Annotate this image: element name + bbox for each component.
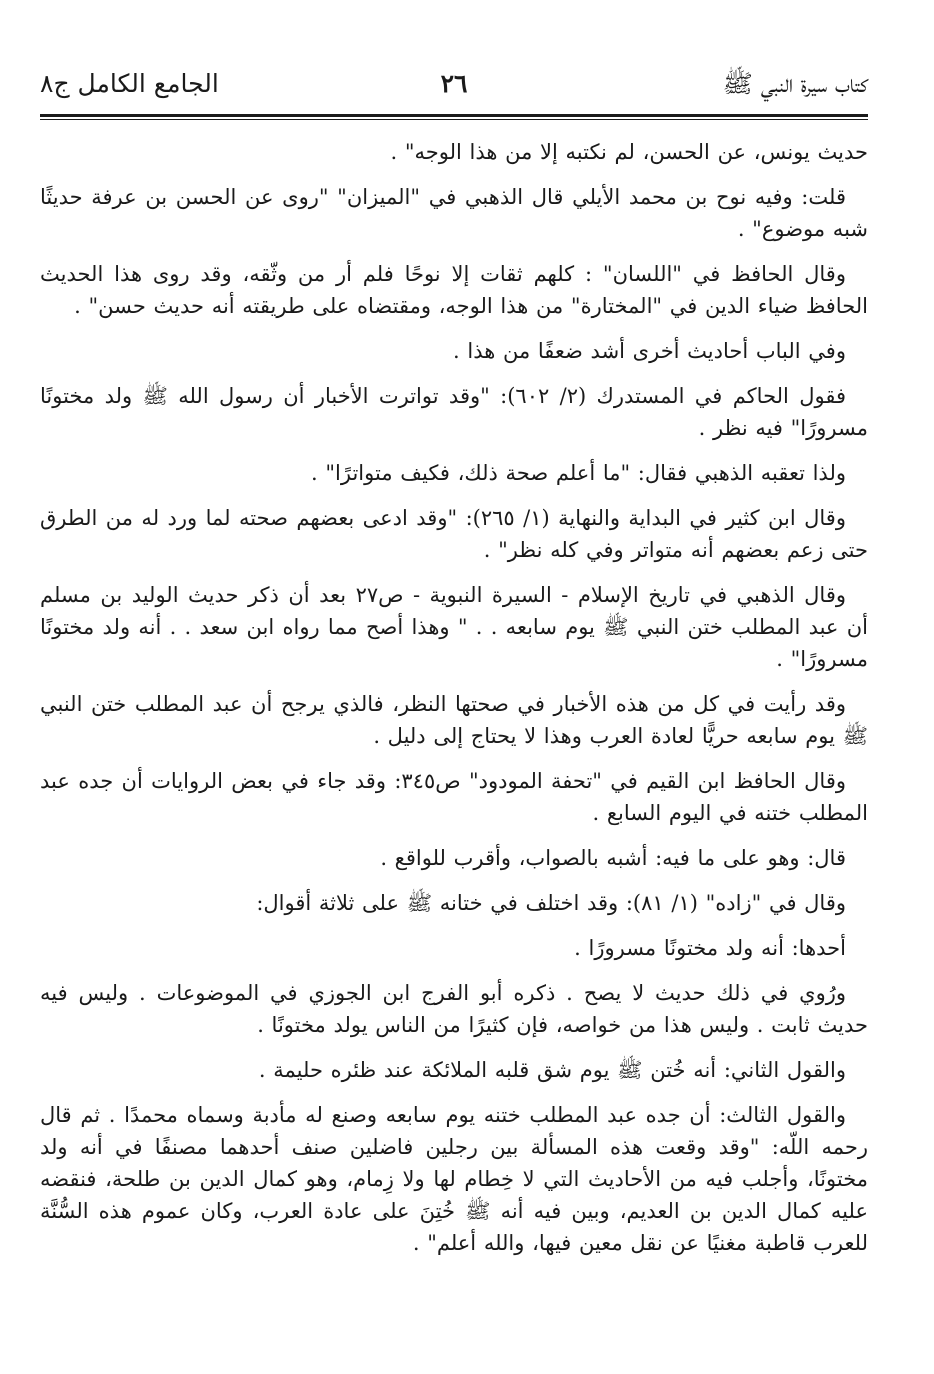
- paragraph: وفي الباب أحاديث أخرى أشد ضعفًا من هذا .: [453, 339, 846, 363]
- paragraph: قال: وهو على ما فيه: أشبه بالصواب، وأقرب للواقع .: [380, 846, 846, 870]
- paragraph: أحدها: أنه ولد مختونًا مسرورًا .: [574, 936, 846, 960]
- book-page: [40, 62, 868, 1362]
- paragraph: فقول الحاكم في المستدرك (٢/ ٦٠٢): "وقد تواترت الأخبار أن رسول الله ﷺ ولد مختونًا مسرورًا" فيه نظر .: [40, 384, 868, 440]
- page-header: [40, 62, 868, 106]
- book-title: كتاب سيرة النبي ﷺ: [722, 69, 868, 98]
- paragraph: ورُوي في ذلك حديث لا يصح . ذكره أبو الفرج ابن الجوزي في الموضوعات . وليس فيه حديث ثابت . وليس هذا من خواصه، فإن كثيرًا من الناس يولد مختونًا .: [40, 981, 868, 1037]
- paragraph: وقال الذهبي في تاريخ الإسلام - السيرة النبوية - ص٢٧ بعد أن ذكر حديث الوليد بن مسلم أن عبد المطلب ختن النبي ﷺ يوم سابعه . . " وهذا أصح مما رواه ابن سعد . . أنه ولد مختونًا مسرورًا" .: [40, 583, 868, 671]
- paragraph: حديث يونس، عن الحسن، لم نكتبه إلا من هذا الوجه" .: [390, 140, 868, 164]
- header-rule: [40, 114, 868, 120]
- page-body: [40, 136, 868, 1259]
- paragraph: ولذا تعقبه الذهبي فقال: "ما أعلم صحة ذلك، فكيف متواترًا" .: [311, 461, 846, 485]
- volume-title: الجامع الكامل ج٨: [40, 69, 219, 98]
- paragraph: قلت: وفيه نوح بن محمد الأيلي قال الذهبي في "الميزان" "روى عن الحسن بن عرفة حديثًا شبه موضوع" .: [40, 185, 868, 241]
- paragraph: والقول الثالث: أن جده عبد المطلب ختنه يوم سابعه وصنع له مأدبة وسماه محمدًا . ثم قال رحمه اللّه: "وقد وقعت هذه المسألة بين رجلين فاضلين صنف أحدهما مصنفًا في أنه ولد مختونًا، وأجلب فيه من الأحاديث التي لا خِطام لها ولا زِمام، وهو كمال الدين بن طلحة، فنقضه عليه كمال الدين بن العديم، وبين فيه أنه ﷺ خُتِنَ على عادة العرب، وكان عموم هذه السُّنَّة للعرب قاطبة مغنيًا عن نقل معين فيها، والله أعلم" .: [40, 1103, 868, 1255]
- paragraph: وقال الحافظ في "اللسان" : كلهم ثقات إلا نوحًا فلم أر من وثّقه، وقد روى هذا الحديث الحافظ ضياء الدين في "المختارة" من هذا الوجه، ومقتضاه على طريقته أنه حديث حسن" .: [40, 262, 868, 318]
- paragraph: وقال الحافظ ابن القيم في "تحفة المودود" ص٣٤٥: وقد جاء في بعض الروايات أن جده عبد المطلب ختنه في اليوم السابع .: [40, 769, 868, 825]
- paragraph: والقول الثاني: أنه خُتن ﷺ يوم شق قلبه الملائكة عند ظئره حليمة .: [258, 1058, 846, 1082]
- page-number: ٢٦: [440, 69, 468, 98]
- paragraph: وقال في "زاده" (١/ ٨١): وقد اختلف في ختانه ﷺ على ثلاثة أقوال:: [256, 891, 846, 915]
- paragraph: وقال ابن كثير في البداية والنهاية (١/ ٢٦٥): "وقد ادعى بعضهم صحته لما ورد له من الطرق حتى زعم بعضهم أنه متواتر وفي كله نظر" .: [40, 506, 868, 562]
- paragraph: وقد رأيت في كل من هذه الأخبار في صحتها النظر، فالذي يرجح أن عبد المطلب ختن النبي ﷺ يوم سابعه حريًّا لعادة العرب وهذا لا يحتاج إلى دليل .: [40, 692, 868, 748]
